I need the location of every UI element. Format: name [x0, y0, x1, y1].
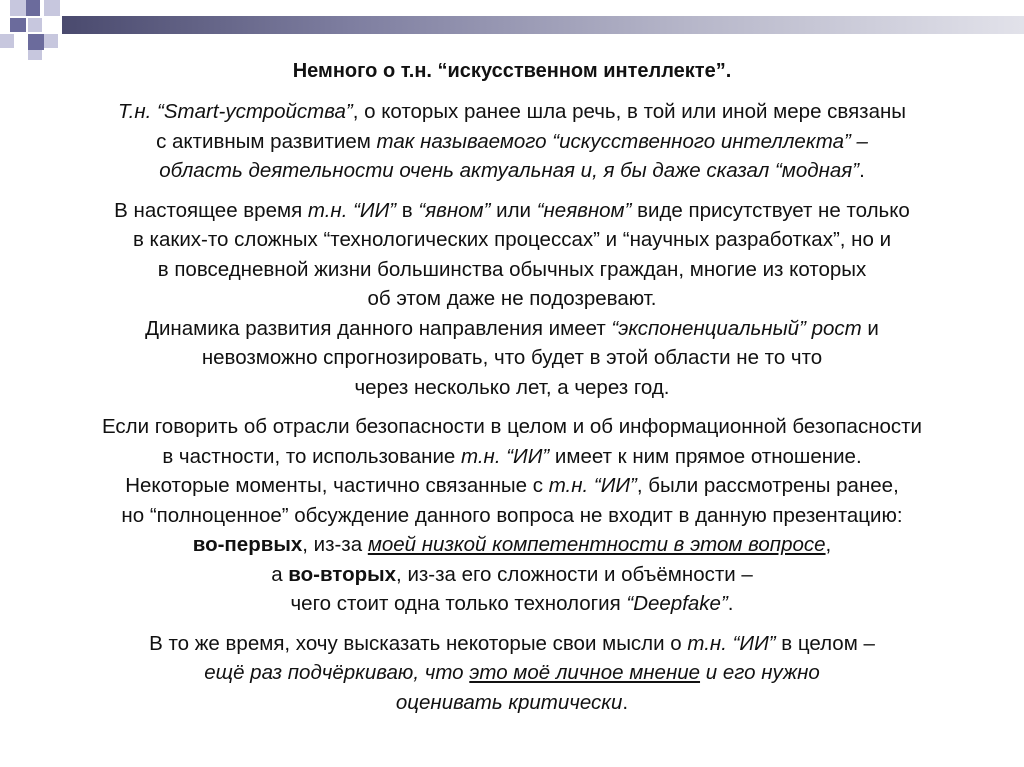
text-run: с активным развитием [156, 129, 377, 153]
decor-square [44, 34, 58, 48]
bold-text: во-вторых [288, 562, 397, 586]
italic-text: т.н. “ИИ” [548, 474, 637, 497]
decor-square [0, 34, 14, 48]
text-line [0, 471, 1024, 501]
text-line [0, 343, 1024, 373]
text-run: , из-за [302, 533, 368, 556]
text-line [0, 284, 1024, 314]
text-run: . [859, 159, 865, 182]
text-run: виде присутствует не только [631, 198, 910, 222]
text-run: но “полноценное” обсуждение данного вопроса не входит в данную презентацию: [121, 503, 903, 527]
decor-square [28, 34, 44, 50]
underlined-italic-text: моей низкой компетентности в этом вопросе [367, 533, 826, 556]
slide-body [0, 97, 1024, 717]
text-run: в повседневной жизни большинства обычных граждан, многие из которых [157, 257, 867, 281]
text-run: Если говорить об отрасли безопасности в целом и об информационной безопасности [101, 415, 923, 438]
text-line [0, 97, 1024, 127]
text-run: в целом – [775, 631, 875, 655]
text-run: в каких-то сложных “технологических процессах” и “научных разработках”, но и [132, 228, 892, 251]
paragraph [0, 97, 1024, 186]
text-run: , о которых ранее шла речь, в той или иной мере связаны [352, 100, 907, 123]
italic-text: ещё раз подчёркиваю, что [204, 661, 470, 684]
text-run: . [727, 592, 734, 615]
italic-text: т.н. “ИИ” [687, 631, 776, 655]
text-line [0, 501, 1024, 531]
paragraph [0, 412, 1024, 619]
decor-square [26, 0, 40, 16]
text-run: невозможно спрогнозировать, что будет в этой области не то что [201, 346, 823, 369]
text-run: В то же время, хочу высказать некоторые свои мысли о [149, 631, 688, 655]
italic-text: Т.н. “Smart-устройства” [117, 100, 353, 123]
text-line [0, 688, 1024, 718]
text-line [0, 658, 1024, 688]
text-run: , [825, 533, 832, 556]
decor-square [10, 0, 26, 16]
italic-text: т.н. “ИИ” [461, 444, 550, 468]
paragraph [0, 629, 1024, 718]
italic-text: и его нужно [700, 661, 820, 684]
text-line [0, 373, 1024, 403]
text-line [0, 412, 1024, 442]
italic-text: оценивать критически [395, 690, 623, 714]
decor-square [28, 18, 42, 32]
text-run: , из-за его сложности и объёмности – [396, 562, 753, 586]
text-run: Динамика развития данного направления имеет [145, 316, 612, 340]
italic-text: “явном” [418, 198, 491, 222]
text-run: об этом даже не подозревают. [367, 287, 657, 310]
decor-square [44, 0, 60, 16]
italic-text: “экспоненциальный” рост [611, 316, 862, 340]
italic-text: так называемого “искусственного интеллекта” – [376, 129, 868, 153]
text-run: или [490, 198, 537, 222]
text-line [0, 156, 1024, 186]
text-run: в частности, то использование [162, 444, 462, 468]
text-run: через несколько лет, а через год. [354, 375, 670, 399]
text-run: чего стоит одна только технология [290, 592, 627, 615]
text-run: и [861, 316, 879, 340]
paragraph [0, 196, 1024, 403]
italic-text: область деятельности очень актуальная и, я бы даже сказал “модная” [159, 159, 860, 182]
text-run: имеет к ним прямое отношение. [549, 444, 862, 468]
text-line [0, 629, 1024, 659]
text-line [0, 442, 1024, 472]
slide-title: Немного о т.н. “искусственном интеллекте”. [292, 60, 732, 82]
underlined-italic-text: это моё личное мнение [469, 661, 701, 684]
text-run: . [622, 690, 629, 714]
header-rule [62, 16, 1024, 34]
italic-text: “Deepfake” [626, 592, 728, 615]
text-run: Некоторые моменты, частично связанные с [125, 474, 549, 497]
italic-text: “неявном” [536, 198, 632, 222]
decor-square [10, 18, 26, 32]
text-run: в [396, 198, 419, 222]
text-line [0, 560, 1024, 590]
text-line [0, 196, 1024, 226]
text-line [0, 314, 1024, 344]
text-run: а [271, 562, 289, 586]
text-line [0, 225, 1024, 255]
bold-text: во-первых [192, 533, 303, 556]
text-line [0, 589, 1024, 619]
text-run: В настоящее время [114, 198, 308, 222]
italic-text: т.н. “ИИ” [307, 198, 397, 222]
text-line [0, 255, 1024, 285]
text-run: , были рассмотрены ранее, [636, 474, 899, 497]
text-line [0, 127, 1024, 157]
text-line [0, 530, 1024, 560]
